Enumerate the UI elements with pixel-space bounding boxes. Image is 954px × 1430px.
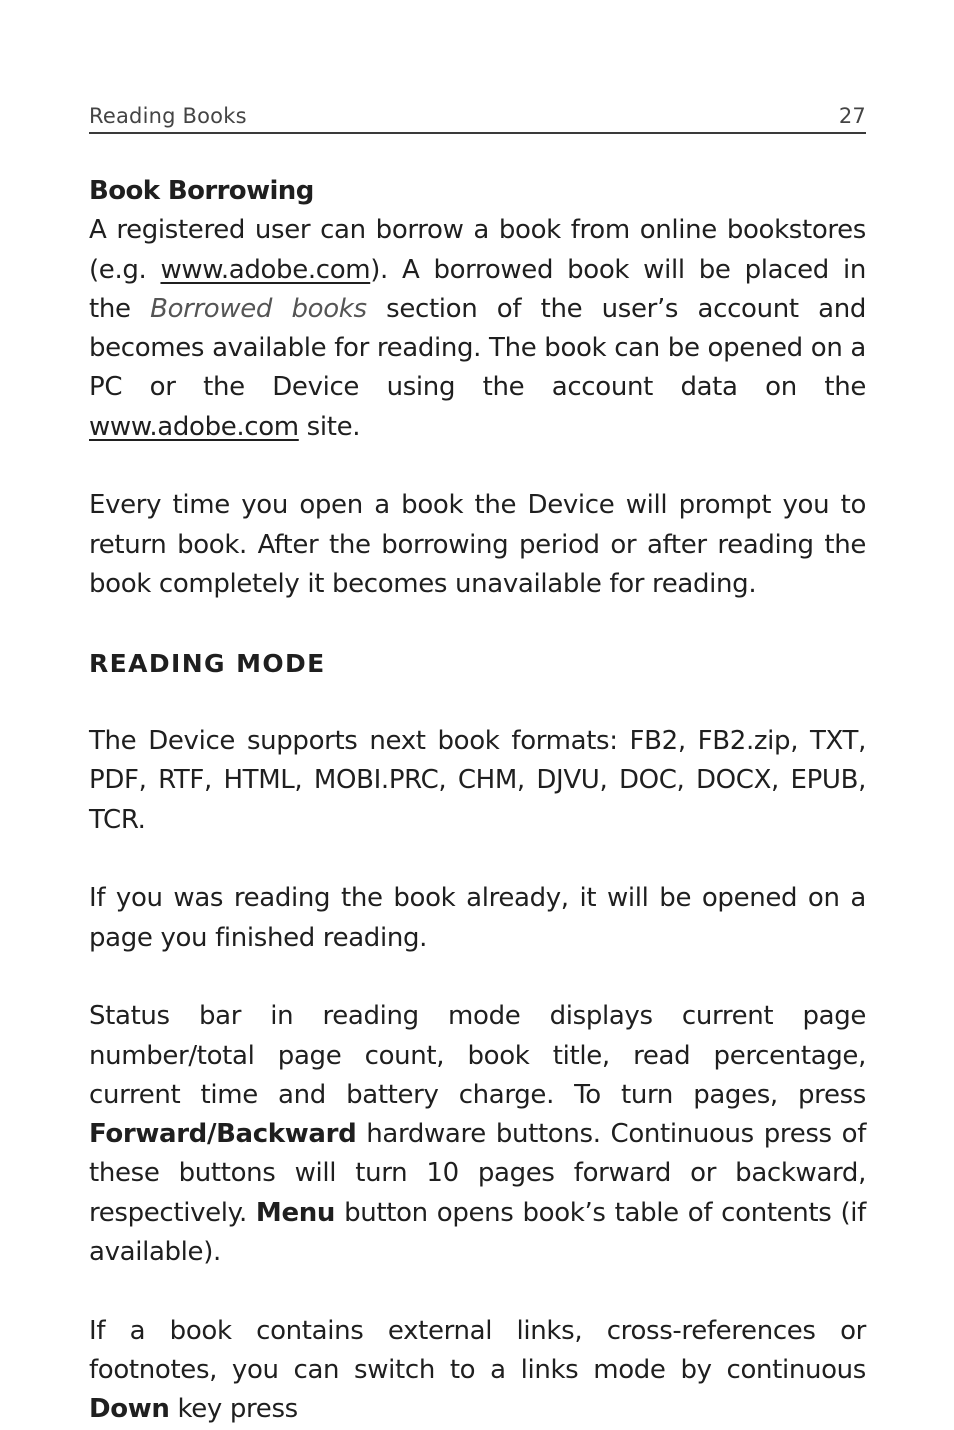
down-key-term: Down [89, 1394, 170, 1425]
borrowing-paragraph-1 [89, 211, 866, 447]
book-borrowing-heading: Book Borrowing [89, 176, 314, 206]
text-run: button opens book’s table of contents (if available). [89, 1197, 866, 1268]
menu-term: Menu [255, 1197, 336, 1228]
paragraph-gap [89, 683, 866, 722]
text-run: A registered user can borrow a book from online bookstores (e.g. [89, 215, 866, 285]
borrowing-paragraph-2: Every time you open a book the Device will prompt you to return book. After the borrowing period or after reading the book completely it becomes unavailable for reading. [89, 490, 866, 599]
paragraph-gap [89, 1272, 866, 1311]
document-page [89, 100, 866, 1430]
resume-paragraph: If you was reading the book already, it will be opened on a page you finished reading. [89, 883, 866, 953]
formats-paragraph: The Device supports next book formats: FB2, FB2.zip, TXT, PDF, RTF, HTML, MOBI.PRC, CHM, DJVU, DOC, DOCX, EPUB, TCR. [89, 726, 866, 835]
text-run: section of the user’s account and becomes available for reading. The book can be opened on a PC or the Device using the account data on the [89, 293, 866, 403]
reading-mode-title: READING MODE [89, 648, 326, 678]
adobe-link-2[interactable]: www.adobe.com [89, 411, 299, 442]
paragraph-gap [89, 958, 866, 997]
borrowed-books-term: Borrowed books [150, 293, 367, 324]
status-bar-paragraph [89, 997, 866, 1272]
paragraph-gap [89, 447, 866, 486]
text-run: ). A borrowed book will be placed in the [89, 254, 866, 324]
page-number: 27 [838, 104, 866, 128]
text-run: If a book contains external links, cross-references or footnotes, you can switch to a links mode by continuous [89, 1315, 866, 1385]
paragraph-gap [89, 604, 866, 643]
text-run: site. [298, 411, 361, 442]
text-run: hardware buttons. Continuous press of these buttons will turn 10 pages forward or backward, respectively. [89, 1119, 866, 1228]
paragraph-gap [89, 840, 866, 879]
adobe-link-1[interactable]: www.adobe.com [160, 254, 371, 285]
running-header [89, 100, 866, 134]
text-run: Status bar in reading mode displays current page number/total page count, book title, read percentage, current time and battery charge. To turn pages, press [89, 1001, 866, 1110]
header-section-title: Reading Books [89, 104, 247, 128]
links-mode-paragraph [89, 1312, 866, 1430]
page-content [89, 172, 866, 1430]
text-run: key press [169, 1394, 298, 1425]
forward-backward-term: Forward/Backward [89, 1119, 357, 1150]
